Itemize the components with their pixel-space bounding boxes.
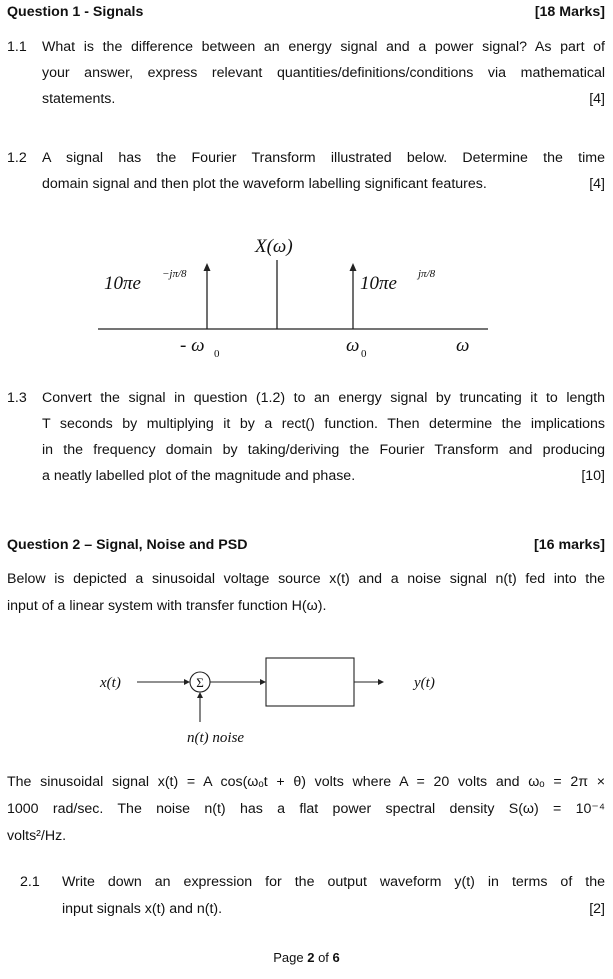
q1-3-line-3: in the frequency domain by taking/deriving the Fourier Transform and producing: [42, 442, 605, 458]
q1-2-number: 1.2: [7, 150, 27, 166]
figure-title: X(ω): [255, 236, 293, 257]
q2-desc-line-3: volts²/Hz.: [7, 828, 67, 844]
transfer-function-block: [266, 658, 354, 706]
right-impulse-arrowhead: [350, 263, 357, 271]
q1-3-line-2: T seconds by multiplying it by a rect() function. Then determine the implications: [42, 416, 605, 432]
q1-1-line-3: statements.: [42, 91, 116, 107]
left-impulse-exponent: −jπ/8: [162, 268, 187, 280]
q1-1-number: 1.1: [7, 39, 27, 55]
q1-1-marks: [4]: [589, 91, 605, 107]
neg-omega0-sub: 0: [214, 348, 220, 360]
page-total: 6: [332, 950, 340, 965]
q2-1-line-1: Write down an expression for the output waveform y(t) in terms of the: [62, 874, 605, 890]
diagram-input-label: x(t): [100, 675, 121, 691]
q2-intro-line-2: input of a linear system with transfer function H(ω).: [7, 598, 327, 614]
right-impulse-exponent: jπ/8: [418, 268, 436, 280]
left-impulse-arrowhead: [204, 263, 211, 271]
q2-1-line-2: input signals x(t) and n(t).: [62, 901, 223, 917]
omega-axis-label: ω: [456, 335, 470, 356]
q2-1-marks: [2]: [589, 901, 605, 917]
q1-title: Question 1 - Signals: [7, 4, 144, 20]
page-prefix: Page: [273, 950, 308, 965]
output-arrowhead: [378, 679, 384, 685]
q1-3-marks: [10]: [581, 468, 605, 484]
fourier-transform-figure: [0, 225, 613, 370]
neg-omega0-label: - ω: [180, 335, 205, 356]
page-number: 2: [307, 950, 315, 965]
q2-desc-line-2: 1000 rad/sec. The noise n(t) has a flat power spectral density S(ω) = 10⁻⁴: [7, 801, 605, 817]
right-impulse-label: 10πe: [360, 273, 397, 294]
q1-2-line-1: A signal has the Fourier Transform illustrated below. Determine the time: [42, 150, 605, 166]
q1-1-line-2: your answer, express relevant quantities/definitions/conditions via mathematical: [42, 65, 605, 81]
page-mid: of: [314, 950, 333, 965]
pos-omega0-label: ω: [346, 335, 360, 356]
q1-1-line-1: What is the difference between an energy signal and a power signal? As part of: [42, 39, 605, 55]
q1-2-marks: [4]: [589, 176, 605, 192]
summing-symbol: Σ: [196, 675, 204, 690]
q1-3-number: 1.3: [7, 390, 27, 406]
sum-to-block-arrowhead: [260, 679, 266, 685]
diagram-noise-label: n(t) noise: [187, 730, 245, 746]
q1-2-line-2: domain signal and then plot the waveform labelling significant features.: [42, 176, 487, 192]
q2-1-number: 2.1: [20, 874, 40, 890]
q1-3-line-4: a neatly labelled plot of the magnitude and phase.: [42, 468, 356, 484]
page-footer: [0, 950, 613, 965]
q2-title: Question 2 – Signal, Noise and PSD: [7, 537, 248, 553]
q2-intro-line-1: Below is depicted a sinusoidal voltage source x(t) and a noise signal n(t) fed into the: [7, 571, 605, 587]
diagram-output-label: y(t): [414, 675, 435, 691]
noise-arrowhead: [197, 692, 203, 698]
left-impulse-label: 10πe: [104, 273, 141, 294]
q1-3-line-1: Convert the signal in question (1.2) to an energy signal by truncating it to length: [42, 390, 605, 406]
system-block-diagram: [0, 648, 613, 753]
input-arrowhead: [184, 679, 190, 685]
pos-omega0-sub: 0: [361, 348, 367, 360]
q1-marks: [18 Marks]: [534, 4, 605, 20]
q2-desc-line-1: The sinusoidal signal x(t) = A cos(ωₒt + θ) volts where A = 20 volts and ωₒ = 2π ×: [7, 774, 605, 790]
q2-marks: [16 marks]: [534, 537, 605, 553]
